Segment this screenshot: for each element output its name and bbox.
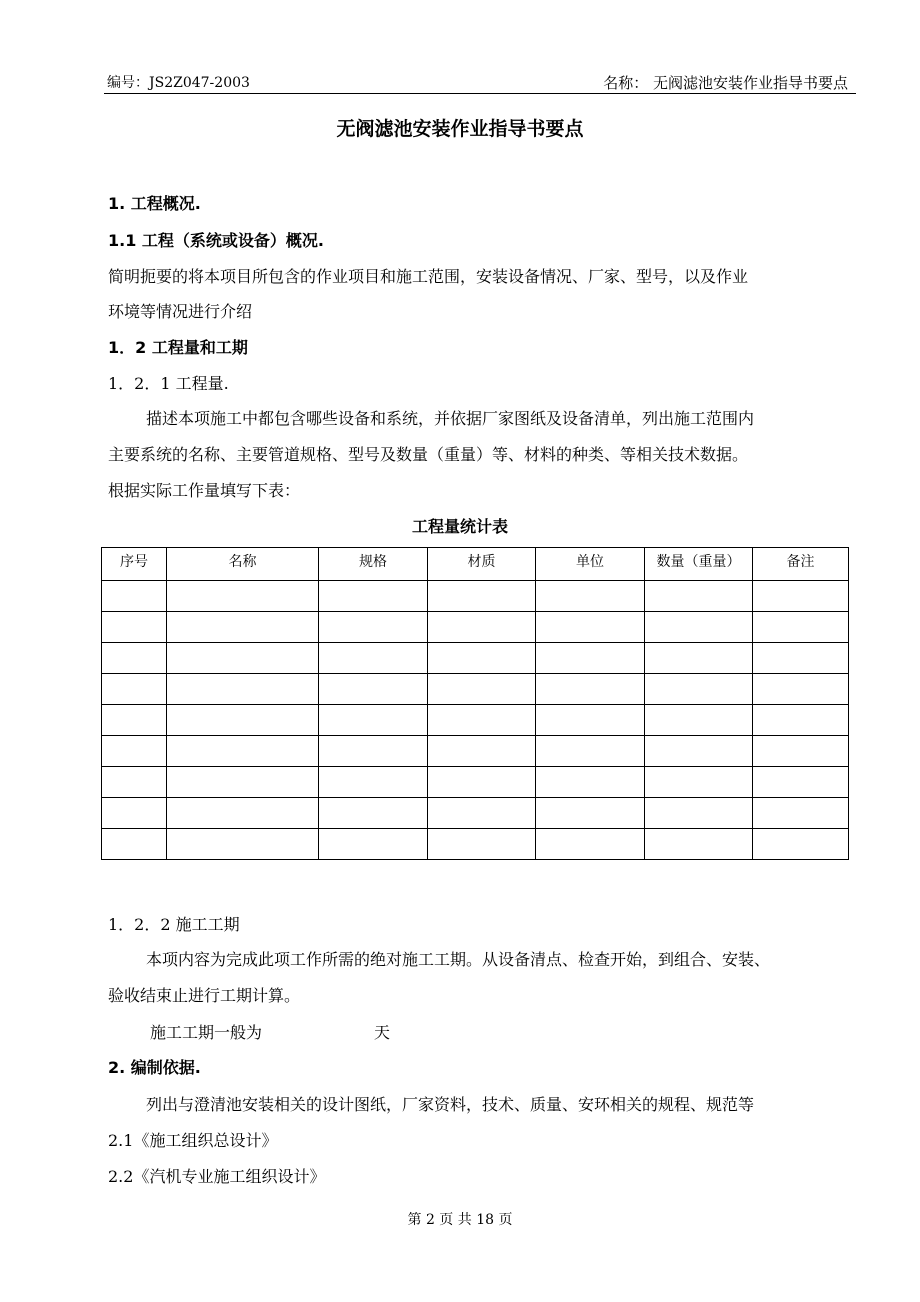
table-cell <box>167 581 319 612</box>
section-1-2-1-text-line1: 描述本项施工中都包含哪些设备和系统，并依据厂家图纸及设备清单，列出施工范围内 <box>146 409 755 428</box>
page-number: 第 2 页 共 18 页 <box>407 1212 513 1228</box>
table-cell <box>536 643 645 674</box>
document-code: 编号：JS2Z047-2003 <box>107 75 250 91</box>
table-cell <box>645 798 753 829</box>
reference-item-2-2: 2.2《汽机专业施工组织设计》 <box>108 1167 326 1186</box>
table-cell <box>753 643 849 674</box>
table-cell <box>167 705 319 736</box>
table-row <box>102 829 849 860</box>
duration-label: 施工工期一般为 <box>150 1023 263 1042</box>
section-1-heading: 1. 工程概况. <box>108 194 201 213</box>
document-name: 名称： 无阀滤池安装作业指导书要点 <box>603 74 848 92</box>
table-cell <box>102 581 167 612</box>
table-cell <box>536 674 645 705</box>
table-cell <box>753 581 849 612</box>
table-cell <box>428 829 536 860</box>
col-header-remarks: 备注 <box>753 548 849 581</box>
table-row <box>102 643 849 674</box>
table-cell <box>645 829 753 860</box>
table-cell <box>319 767 428 798</box>
table-header-row <box>102 548 849 581</box>
table-cell <box>753 798 849 829</box>
table-cell <box>167 767 319 798</box>
col-header-spec: 规格 <box>319 548 428 581</box>
table-cell <box>753 612 849 643</box>
quantity-table <box>101 547 849 860</box>
table-cell <box>102 767 167 798</box>
table-row <box>102 767 849 798</box>
table-cell <box>167 798 319 829</box>
table-cell <box>319 736 428 767</box>
section-2-heading: 2. 编制依据. <box>108 1058 201 1077</box>
table-cell <box>102 612 167 643</box>
table-cell <box>753 674 849 705</box>
table-cell <box>167 643 319 674</box>
table-cell <box>536 736 645 767</box>
table-cell <box>753 829 849 860</box>
section-1-2-1-heading: 1．2．1 工程量. <box>108 374 229 393</box>
table-cell <box>167 674 319 705</box>
section-2-text: 列出与澄清池安装相关的设计图纸，厂家资料，技术、质量、安环相关的规程、规范等 <box>146 1095 755 1114</box>
table-cell <box>645 767 753 798</box>
table-cell <box>428 705 536 736</box>
table-row <box>102 705 849 736</box>
table-row <box>102 612 849 643</box>
table-cell <box>319 705 428 736</box>
table-cell <box>536 829 645 860</box>
col-header-quantity: 数量（重量） <box>645 548 753 581</box>
table-cell <box>753 705 849 736</box>
table-cell <box>645 581 753 612</box>
table-cell <box>319 643 428 674</box>
col-header-name: 名称 <box>167 548 319 581</box>
header-divider <box>104 93 856 94</box>
table-cell <box>319 581 428 612</box>
table-cell <box>167 829 319 860</box>
table-cell <box>428 612 536 643</box>
table-cell <box>102 674 167 705</box>
table-cell <box>428 643 536 674</box>
table-cell <box>536 612 645 643</box>
table-row <box>102 581 849 612</box>
col-header-index: 序号 <box>102 548 167 581</box>
section-1-2-1-text-line3: 根据实际工作量填写下表： <box>108 481 301 500</box>
table-row <box>102 736 849 767</box>
page-title: 无阀滤池安装作业指导书要点 <box>336 118 584 140</box>
table-cell <box>645 705 753 736</box>
section-1-2-heading: 1．2 工程量和工期 <box>108 338 248 357</box>
table-cell <box>428 674 536 705</box>
table-cell <box>753 767 849 798</box>
table-cell <box>428 798 536 829</box>
section-1-2-2-text-line1: 本项内容为完成此项工作所需的绝对施工工期。从设备清点、检查开始，到组合、安装、 <box>146 950 771 969</box>
table-cell <box>536 798 645 829</box>
section-1-1-text-line1: 简明扼要的将本项目所包含的作业项目和施工范围，安装设备情况、厂家、型号，以及作业 <box>108 267 749 286</box>
col-header-unit: 单位 <box>536 548 645 581</box>
table-cell <box>319 798 428 829</box>
table-title: 工程量统计表 <box>411 517 508 536</box>
table-cell <box>102 798 167 829</box>
section-1-2-2-text-line2: 验收结束止进行工期计算。 <box>108 986 301 1005</box>
table-cell <box>102 829 167 860</box>
section-1-1-text-line2: 环境等情况进行介绍 <box>108 302 253 321</box>
table-cell <box>536 581 645 612</box>
table-cell <box>102 736 167 767</box>
table-cell <box>167 736 319 767</box>
table-cell <box>428 736 536 767</box>
table-cell <box>536 705 645 736</box>
reference-item-2-1: 2.1《施工组织总设计》 <box>108 1131 278 1150</box>
table-cell <box>645 736 753 767</box>
table-cell <box>645 643 753 674</box>
table-cell <box>102 643 167 674</box>
table-cell <box>753 736 849 767</box>
section-1-1-heading: 1.1 工程（系统或设备）概况. <box>108 231 324 250</box>
table-row <box>102 674 849 705</box>
table-cell <box>645 612 753 643</box>
section-1-2-2-heading: 1．2．2 施工工期 <box>108 915 240 934</box>
table-cell <box>645 674 753 705</box>
section-1-2-1-text-line2: 主要系统的名称、主要管道规格、型号及数量（重量）等、材料的种类、等相关技术数据。 <box>108 445 749 464</box>
col-header-material: 材质 <box>428 548 536 581</box>
table-row <box>102 798 849 829</box>
duration-unit: 天 <box>374 1023 391 1042</box>
table-cell <box>319 674 428 705</box>
table-cell <box>428 581 536 612</box>
table-cell <box>319 829 428 860</box>
table-cell <box>319 612 428 643</box>
table-cell <box>536 767 645 798</box>
table-cell <box>167 612 319 643</box>
table-cell <box>102 705 167 736</box>
table-cell <box>428 767 536 798</box>
